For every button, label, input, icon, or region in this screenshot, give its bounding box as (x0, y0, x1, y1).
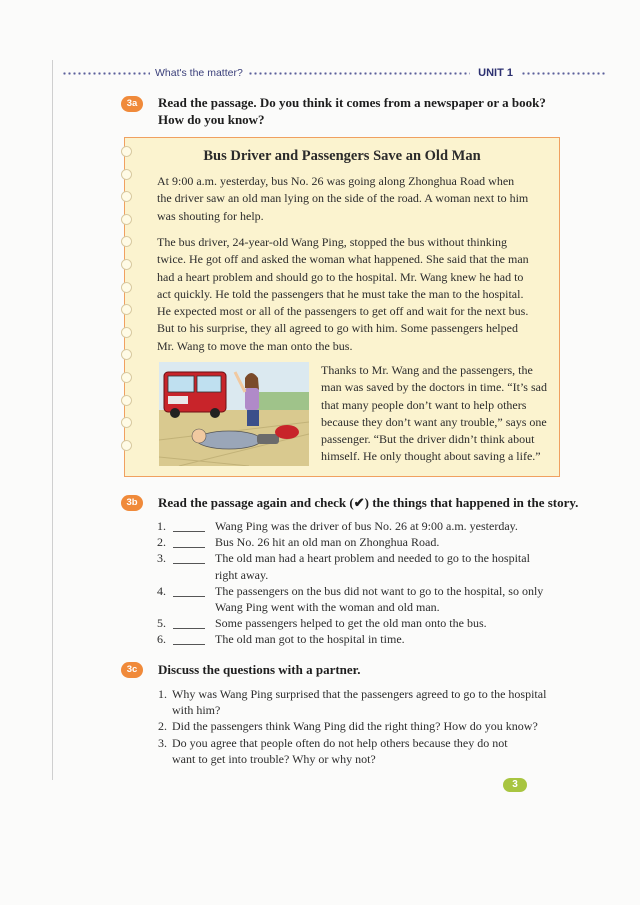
check-blank[interactable] (173, 617, 205, 629)
list-item: 6. The old man got to the hospital in time. (157, 632, 405, 647)
lesson-title: What's the matter? (155, 67, 243, 79)
header-dots-left (62, 72, 150, 75)
article-title: Bus Driver and Passengers Save an Old Man (203, 148, 481, 164)
page-header (62, 66, 607, 80)
list-item: 1. Why was Wang Ping surprised that the passengers agreed to go to the hospital with him? (158, 687, 547, 718)
instruction-3b: Read the passage again and check (✔) the things that happened in the story. (158, 495, 579, 510)
unit-label: UNIT 1 (478, 67, 513, 79)
instruction-3c: Discuss the questions with a partner. (158, 662, 361, 677)
check-blank[interactable] (173, 520, 205, 532)
article-card (124, 137, 560, 477)
article-paragraph-2: The bus driver, 24-year-old Wang Ping, stopped the bus without thinking twice. He got off and asked the woman what happened. She said that the man had a heart problem and should go to the hospital. Mr. Wang knew he had to act quickly. He told the passengers that he must take the man to the hospital. He expected most or all of the passengers to get off and wait for the next bus. But to his surprise, they all agreed to go with him. Some passengers helped Mr. Wang to move the man onto the bus. (157, 235, 529, 353)
article-paragraph-3: Thanks to Mr. Wang and the passengers, the man was saved by the doctors in time. “It’s sad that many people don’t want to help others because they don’t want any trouble,” says one passenger. “But the driver didn’t think about himself. He only thought about saving a life.” (321, 363, 547, 464)
list-item: 4. The passengers on the bus did not want to go to the hospital, so only Wang Ping went with the woman and old man. (157, 583, 544, 615)
binder-rings (121, 146, 133, 462)
section-badge-3b: 3b (121, 495, 143, 511)
header-dots-right (521, 72, 607, 75)
article-paragraph-1: At 9:00 a.m. yesterday, bus No. 26 was going along Zhonghua Road when the driver saw an old man lying on the side of the road. A woman next to him was shouting for help. (157, 174, 529, 223)
check-blank[interactable] (173, 536, 205, 548)
section-badge-3a: 3a (121, 96, 143, 112)
list-item: 1. Wang Ping was the driver of bus No. 26 at 9:00 a.m. yesterday. (157, 519, 518, 533)
list-item: 3. The old man had a heart problem and needed to go to the hospital right away. (157, 551, 530, 582)
list-item: 5. Some passengers helped to get the old man onto the bus. (157, 616, 487, 631)
checklist-3b (157, 518, 555, 648)
check-blank[interactable] (173, 585, 205, 597)
check-blank[interactable] (173, 633, 205, 645)
instruction-3a: Read the passage. Do you think it comes from a newspaper or a book? How do you know? (158, 95, 546, 127)
header-dots-middle (248, 72, 470, 75)
list-item: 2. Did the passengers think Wang Ping did the right thing? How do you know? (158, 719, 538, 734)
bus-accident-illustration (159, 362, 309, 466)
list-item: 2. Bus No. 26 hit an old man on Zhonghua Road. (157, 535, 440, 550)
check-blank[interactable] (173, 552, 205, 564)
page-number: 3 (503, 778, 527, 792)
section-badge-3c: 3c (121, 662, 143, 678)
margin-line (52, 60, 53, 780)
discussion-questions (158, 686, 572, 767)
list-item: 3. Do you agree that people often do not help others because they do not want to get into trouble? Why or why not? (158, 735, 508, 766)
